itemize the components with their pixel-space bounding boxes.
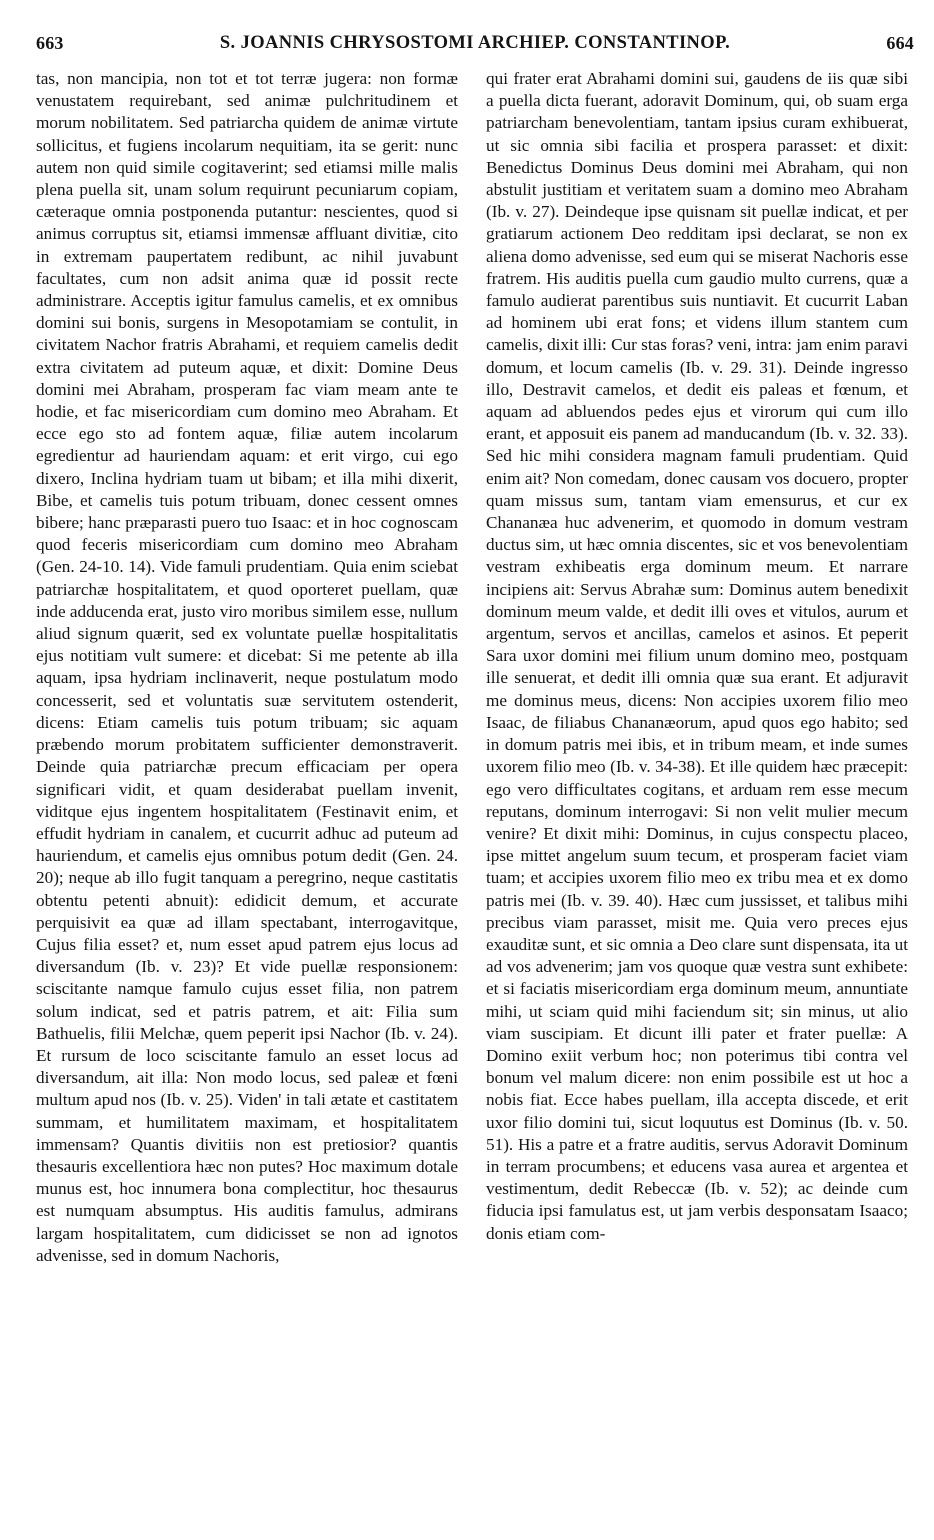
folio-left: 663 xyxy=(36,32,64,53)
column-left-text: tas, non mancipia, non tot et tot terræ jugera: non formæ venustatem requirebant, sed animæ pulchritudinem et morum nobilitatem. Sed patriarcha quidem de animæ virtute sollicitus, et fugiens incolarum nequitiam, ita se gerit: nunc autem non quid simile cogitaverint; sed etiamsi mille malis plena puella sit, unam solum requirunt pecuniarum copiam, cæteraque omnia postponenda putantur: nescientes, quod si animus corruptus sit, etiamsi immensæ affluant divitiæ, cito in extremam paupertatem redibunt, ac nihil juvabunt facultates, cum non adsit anima quæ id possit recte administrare. Acceptis igitur famulus camelis, et ex omnibus domini sui bonis, surgens in Mesopotamiam se contulit, in civitatem Nachor fratris Abrahami, et requiem camelis dedit extra civitatem ad puteum aquæ, et dixit: Domine Deus domini mei Abraham, prosperam fac viam meam ante te hodie, et fac misericordiam cum domino meo Abraham. Et ecce ego sto ad fontem aquæ, filiæ autem incolarum egredientur ad hauriendam aquam: et erit virgo, cui ego dixero, Inclina hydriam tuam ut bibam; et illa mihi dixerit, Bibe, et camelis tuis potum tribuam, donec cessent omnes bibere; hanc præparasti puero tuo Isaac: et in hoc cognoscam quod feceris misericordiam cum domino meo Abraham (Gen. 24-10. 14). Vide famuli prudentiam. Quia enim sciebat patriarchæ hospitalitatem, et quod oporteret puellam, quæ inde adducenda erat, justo viro moribus similem esse, nullum aliud signum quærit, sed ex voluntate puellæ hospitalitatis ejus notitiam vult sumere: et dicebat: Si me petente ab illa aquam, ipsa hydriam inclinaverit, neque postulatum modo concesserit, sed et voluntatis suæ servitutem ostenderit, dicens: Etiam camelis tuis potum tribuam; sic aquam præbendo morum probitatem sufficienter demonstraverit. Deinde quia patriarchæ precum efficaciam per opera significari vidit, et quam desiderabat puellam invenit, viditque ejus ingentem hospitalitatem (Festinavit enim, et effudit hydriam in canalem, et cucurrit adhuc ad puteum ad hauriendum, et camelis ejus omnibus potum dedit (Gen. 24. 20); neque ab illo fugit tanquam a peregrino, neque castitatis obtentu petenti abnuit): edidicit demum, et accurate perquisivit ea quæ ad illam spectabant, interrogavitque, Cujus filia esset? et, num esset apud patrem ejus locus ad diversandum (Ib. v. 23)? Et vide puellæ responsionem: sciscitante namque famulo cujus esset filia, non patrem solum indicat, sed et patris patrem, et ait: Filia sum Bathuelis, filii Melchæ, quem peperit ipsi Nachor (Ib. v. 24). Et rursum de loco sciscitante famulo an esset locus ad diversandum, ait illa: Non modo locus, sed paleæ et fœni multum apud nos (Ib. v. 25). Viden' in tali ætate et castitatem summam, et humilitatem maximam, et hospitalitatem immensam? Quantis divitiis non est pretiosior? quantis thesauris excellentiora hæc non putes? Hoc maximum dotale munus est, hoc innumera bona complectitur, hoc thesaurus est numquam absumptus. His auditis famulus, admirans largam hospitalitatem, cum didicisset se non ad ignotos advenisse, sed in domum Nachoris, xyxy=(36,69,458,1265)
column-left xyxy=(36,68,458,1498)
text-columns xyxy=(36,68,908,1498)
running-title: S. JOANNIS CHRYSOSTOMI ARCHIEP. CONSTANTINOP. xyxy=(219,32,731,53)
column-right-text: qui frater erat Abrahami domini sui, gaudens de iis quæ sibi a puella dicta fuerant, adoravit Dominum, qui, ob suam erga patriarcham benevolentiam, tantam ipsius curam exhibuerat, ut sic omnia sibi facilia et prospera parasset: et dixit: Benedictus Dominus Deus domini mei Abraham, qui non abstulit justitiam et veritatem suam a domino meo Abraham (Ib. v. 27). Deindeque ipse quisnam sit puellæ indicat, et per gratiarum actionem Deo redditam ipsi declarat, se non ex aliena domo advenisse, sed eum qui se miserat Nachoris esse fratrem. His auditis puella cum gaudio multo currens, quæ a famulo audierat parentibus suis nuntiavit. Et cucurrit Laban ad hominem ubi erat fons; et videns illum stantem cum camelis, dixit illi: Cur stas foras? veni, intra: jam enim paravi domum, et locum camelis (Ib. v. 29. 31). Deinde ingresso illo, Destravit camelos, et dedit eis paleas et fœnum, et aquam ad abluendos pedes ejus et virorum qui cum illo erant, et apposuit eis panem ad manducandum (Ib. v. 32. 33). Sed hic mihi considera magnam famuli prudentiam. Quid enim ait? Non comedam, donec causam vos docuero, propter quam missus sum, tantam viam emensurus, et cur ex Chananæa huc advenerim, et quomodo in domum vestram ductus sim, ut hæc omnia discentes, sic et vos benevolentiam vestram exhibeatis erga dominum meum. Et narrare incipiens ait: Servus Abrahæ sum: Dominus autem benedixit dominum meum valde, et dedit illi oves et vitulos, aurum et argentum, servos et ancillas, camelos et asinos. Et peperit Sara uxor domini mei filium unum domino meo, postquam ille senuerat, et dedit illi omnia quæ sua erant. Et adjuravit me dominus meus, dicens: Non accipies uxorem filio meo Isaac, de filiabus Chananæorum, apud quos ego habito; sed in domum patris mei ibis, et in tribum meam, et inde sumes uxorem filio meo (Ib. v. 34-38). Et ille quidem hæc præcepit: ego vero difficultates cogitans, et arduam rem esse mecum reputans, dominum interrogavi: Si non velit mulier mecum venire? Et dixit mihi: Dominus, in cujus conspectu placeo, ipse mittet angelum suum tecum, et prosperam faciet viam tuam; et accipies uxorem filio meo ex tribu mea et ex domo patris mei (Ib. v. 39. 40). Hæc cum jussisset, et talibus mihi precibus viam parasset, misit me. Quia vero preces ejus exauditæ sunt, et sic omnia a Deo clare sunt dispensata, ita ut ad vos advenerim; jam vos quoque quæ vestra sunt exhibete: et si faciatis misericordiam erga dominum meum, annuntiate mihi, ut sciam quid mihi faciendum sit; sin minus, ut alio viam suscipiam. Et dicunt illi pater et frater puellæ: A Domino exiit verbum hoc; non poterimus tibi contra vel bonum vel malum dicere: non enim possibile est ut hoc a nobis fiat. Ecce habes puellam, illa accepta discede, et erit uxor filio domini tui, sicut loquutus est Dominus (Ib. v. 50. 51). His a patre et a fratre auditis, servus Adoravit Dominum in terram procumbens; et educens vasa aurea et argentea et vestimentum, dedit Rebeccæ (Ib. v. 52); ac deinde cum fiducia ipsi famulatus est, ut jam verbis desponsatam Isaaco; donis etiam com- xyxy=(486,69,908,1243)
column-right xyxy=(486,68,908,1498)
folio-right: 664 xyxy=(886,32,914,53)
running-head xyxy=(36,30,914,56)
